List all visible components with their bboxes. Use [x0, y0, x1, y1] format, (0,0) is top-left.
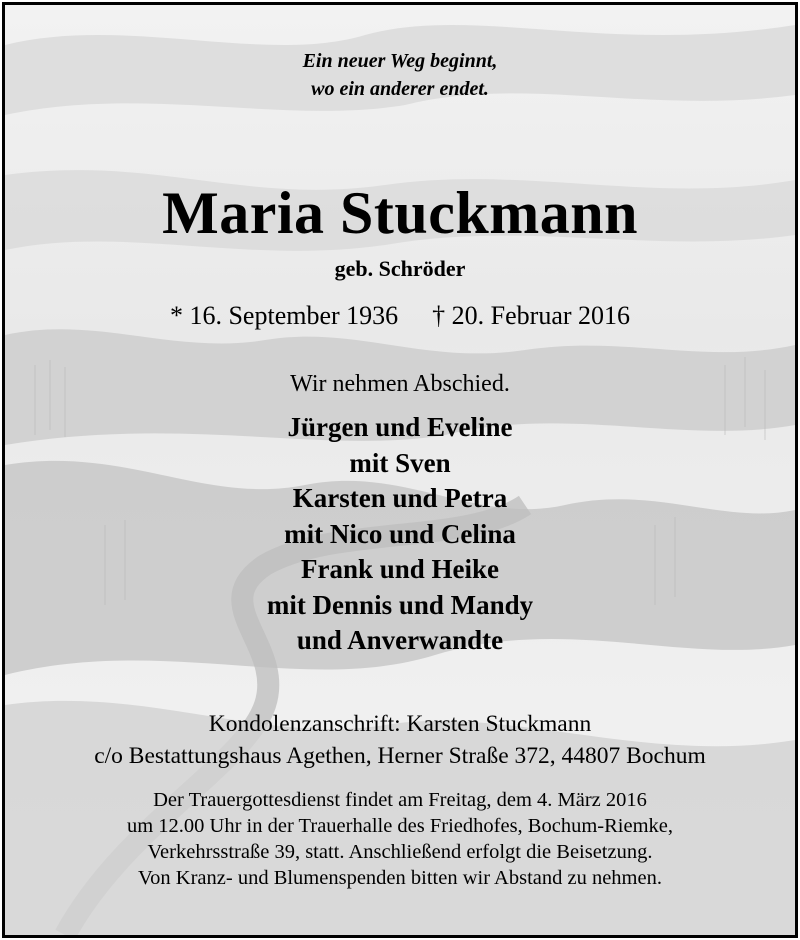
obituary-content [5, 5, 795, 935]
service-line: Von Kranz- und Blumenspenden bitten wir Abstand zu nehmen. [138, 867, 662, 889]
condolence-line: Kondolenzanschrift: Karsten Stuckmann [208, 711, 592, 737]
service-line: um 12.00 Uhr in der Trauerhalle des Friedhofes, Bochum-Riemke, [126, 815, 673, 837]
motto-line: wo ein anderer endet. [311, 78, 489, 100]
mourner-line: Jürgen und Eveline [287, 412, 513, 442]
birth-date: * 16. September 1936 [169, 301, 399, 330]
obituary-frame [2, 2, 798, 938]
mourner-line: Karsten und Petra [292, 483, 508, 513]
condolence-line: c/o Bestattungshaus Agethen, Herner Straße 372, 44807 Bochum [94, 743, 706, 769]
mourners-list [5, 410, 795, 659]
death-date: † 20. Februar 2016 [432, 301, 631, 330]
service-line: Verkehrsstraße 39, statt. Anschließend erfolgt die Beisetzung. [147, 841, 653, 863]
life-dates [5, 299, 795, 333]
motto-line: Ein neuer Weg beginnt, [302, 50, 498, 72]
mourner-line: mit Nico und Celina [284, 518, 516, 549]
motto [5, 47, 795, 103]
condolence-address [5, 708, 795, 772]
service-line: Der Trauergottesdienst findet am Freitag, dem 4. März 2016 [153, 789, 647, 811]
service-details [5, 787, 795, 891]
mourner-line: mit Dennis und Mandy [266, 589, 534, 620]
mourner-line: Frank und Heike [300, 554, 500, 584]
farewell-line: Wir nehmen Abschied. [290, 371, 510, 397]
maiden-name: geb. Schröder [334, 256, 466, 281]
mourner-line: und Anverwandte [296, 625, 504, 655]
deceased-name: Maria Stuckmann [162, 180, 638, 246]
mourner-line: mit Sven [349, 447, 451, 478]
